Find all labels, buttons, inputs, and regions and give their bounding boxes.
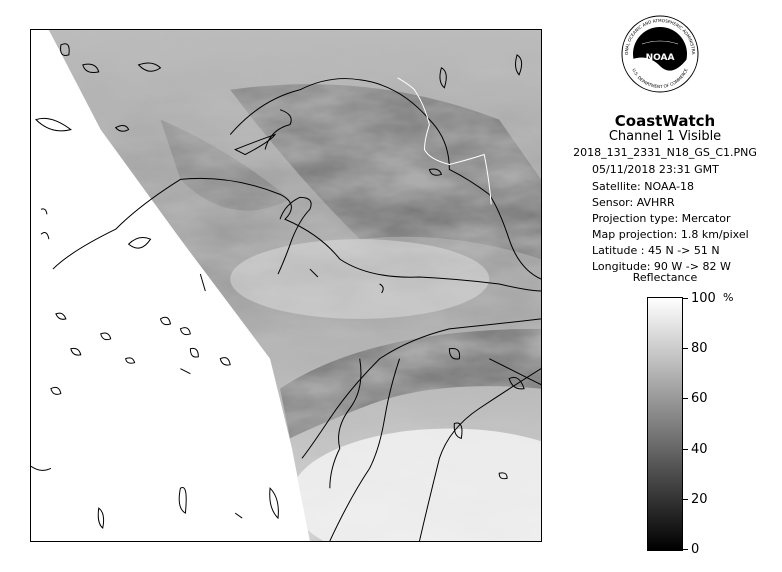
colorbar-tick-label: 60: [691, 391, 708, 406]
logo-ring-top: ONAL OCEANIC AND ATMOSPHERIC ADMINISTRA: [623, 17, 697, 55]
meta-map-projection: Map projection: 1.8 km/pixel: [592, 228, 749, 241]
colorbar-title: Reflectance: [632, 271, 698, 284]
logo-text: NOAA: [645, 53, 675, 63]
product-title: CoastWatch: [614, 112, 716, 130]
colorbar-tick: [683, 298, 688, 299]
colorbar: [647, 297, 683, 551]
colorbar-tick-label: 0: [691, 542, 700, 557]
meta-datetime: 05/11/2018 23:31 GMT: [592, 163, 719, 176]
colorbar-tick: [683, 549, 688, 550]
colorbar-unit: %: [723, 291, 734, 304]
colorbar-tick: [683, 398, 688, 399]
colorbar-tick-label: 40: [691, 442, 708, 457]
colorbar-tick: [683, 449, 688, 450]
colorbar-tick-label: 80: [691, 341, 708, 356]
noaa-logo: [620, 14, 700, 94]
meta-longitude: Longitude: 90 W -> 82 W: [592, 260, 731, 273]
colorbar-tick-label: 100: [691, 291, 716, 306]
colorbar-tick-label: 20: [691, 492, 708, 507]
colorbar-tick: [683, 348, 688, 349]
map-image: [31, 30, 541, 541]
meta-projection-type: Projection type: Mercator: [592, 212, 731, 225]
meta-latitude: Latitude : 45 N -> 51 N: [592, 244, 720, 257]
channel-label: Channel 1 Visible: [608, 129, 722, 144]
filename-label: 2018_131_2331_N18_GS_C1.PNG: [573, 146, 757, 159]
satellite-map: [30, 29, 542, 542]
meta-satellite: Satellite: NOAA-18: [592, 180, 695, 193]
meta-sensor: Sensor: AVHRR: [592, 196, 675, 209]
logo-ring-bottom: U.S. DEPARTMENT OF COMMERCE: [631, 67, 689, 90]
satellite-swath: [31, 30, 541, 541]
colorbar-tick: [683, 499, 688, 500]
